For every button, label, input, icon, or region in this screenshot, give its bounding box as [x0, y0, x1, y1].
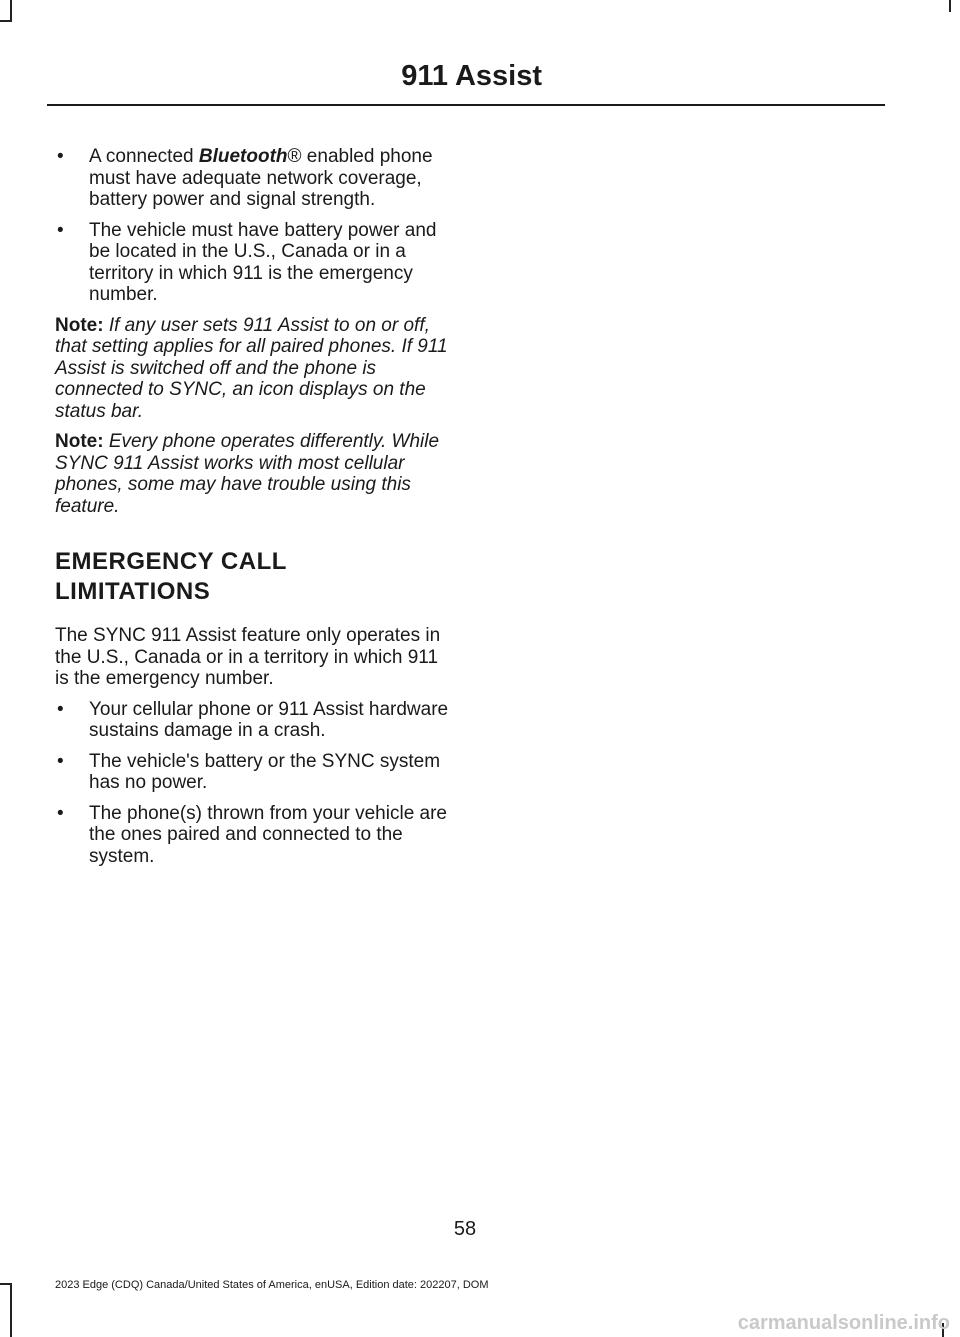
- bullet-marker: •: [57, 219, 64, 241]
- crop-mark: [10, 0, 12, 22]
- list-item: [55, 146, 451, 211]
- footer-edition: 2023 Edge (CDQ) Canada/United States of America, enUSA, Edition date: 202207, DOM: [55, 1279, 489, 1291]
- bullet-marker: •: [57, 698, 64, 720]
- note-paired-phones: [55, 315, 451, 423]
- bullet-list-limitations: [55, 699, 451, 868]
- crop-mark: [0, 1283, 12, 1285]
- bullet-text-lead: A connected: [89, 146, 199, 167]
- note-text: If any user sets 911 Assist to on or off, that setting applies for all paired phones. If 911 Assist is switched off and the phone is connected to SYNC, an icon displays on the status bar.: [55, 314, 448, 422]
- page-content: [55, 146, 451, 876]
- bullet-marker: •: [57, 750, 64, 772]
- section-heading-line: LIMITATIONS: [55, 578, 211, 605]
- bullet-list-requirements: [55, 146, 451, 306]
- section-title: 911 Assist: [401, 60, 542, 92]
- bullet-text: The vehicle must have battery power and be located in the U.S., Canada or in a territory in which 911 is the emergency number.: [89, 219, 437, 305]
- bullet-marker: •: [57, 146, 64, 167]
- header-divider: [47, 104, 885, 106]
- crop-mark: [10, 1283, 12, 1337]
- section-intro: The SYNC 911 Assist feature only operates in the U.S., Canada or in a territory in which 911 is the emergency number.: [55, 625, 441, 689]
- note-label: Note:: [55, 314, 104, 336]
- page-number: 58: [453, 1218, 477, 1240]
- crop-mark: [0, 20, 12, 22]
- bullet-text: The vehicle's battery or the SYNC system has no power.: [89, 750, 441, 793]
- note-phone-compatibility: [55, 431, 451, 517]
- section-heading: [55, 547, 451, 607]
- bullet-text: Your cellular phone or 911 Assist hardware sustains damage in a crash.: [89, 698, 449, 741]
- bullet-text-tail: ® enabled phone must have adequate network coverage, battery power and signal strength.: [89, 146, 433, 210]
- note-label: Note:: [55, 431, 104, 452]
- list-item: [55, 751, 451, 794]
- watermark: carmanualsonline.info: [737, 1312, 950, 1334]
- bluetooth-term: Bluetooth: [198, 146, 288, 167]
- list-item: [55, 699, 451, 742]
- list-item: [55, 803, 451, 868]
- bullet-text: The phone(s) thrown from your vehicle are the ones paired and connected to the system.: [89, 802, 447, 867]
- list-item: [55, 220, 451, 306]
- section-heading-line: EMERGENCY CALL: [55, 548, 287, 575]
- note-text: Every phone operates differently. While SYNC 911 Assist works with most cellular phones, some may have trouble using this feature.: [55, 431, 440, 517]
- bullet-marker: •: [57, 802, 64, 824]
- crop-mark: [949, 0, 951, 12]
